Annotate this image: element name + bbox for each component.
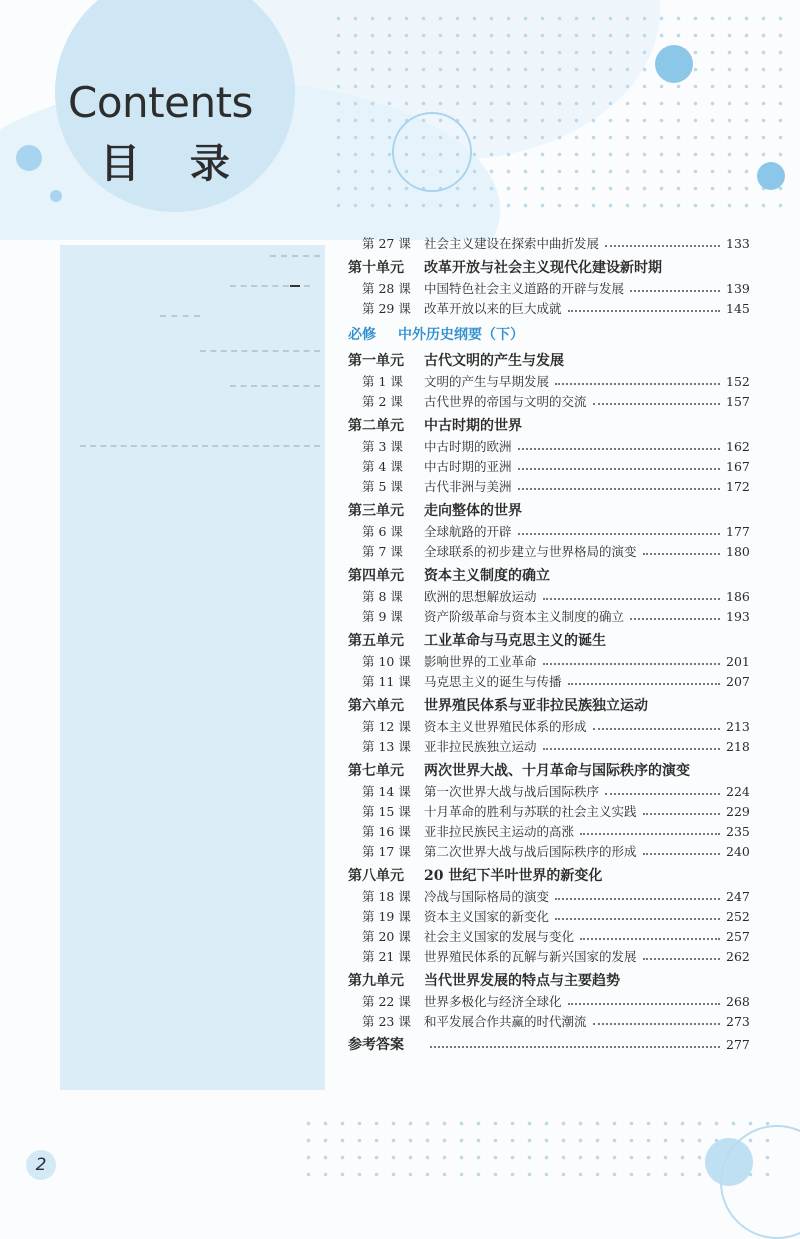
part-title: 中外历史纲要（下） xyxy=(398,327,524,343)
unit-number: 第八单元 xyxy=(348,868,404,884)
contents-title-en: Contents xyxy=(68,78,253,127)
lesson-number: 第 20 课 xyxy=(362,929,411,944)
lesson-page: 257 xyxy=(726,929,750,944)
lesson-title: 资产阶级革命与资本主义制度的确立 xyxy=(424,609,625,624)
leader-dots xyxy=(580,927,720,940)
toc-lesson[interactable] xyxy=(348,652,748,672)
toc-part-heading[interactable] xyxy=(348,323,748,347)
lesson-page: 268 xyxy=(726,994,750,1009)
lesson-number: 第 27 课 xyxy=(362,236,411,251)
lesson-number: 第 28 课 xyxy=(362,281,411,296)
unit-number: 第三单元 xyxy=(348,503,404,519)
lesson-title: 社会主义建设在探索中曲折发展 xyxy=(424,236,600,251)
toc-lesson[interactable] xyxy=(348,907,748,927)
toc-lesson[interactable] xyxy=(348,234,748,254)
lesson-page: 157 xyxy=(726,394,750,409)
lesson-page: 145 xyxy=(726,301,750,316)
part-label: 必修 xyxy=(348,327,376,343)
toc-lesson[interactable] xyxy=(348,947,748,967)
lesson-number: 第 11 课 xyxy=(362,674,411,689)
unit-number: 第十单元 xyxy=(348,260,404,276)
lesson-number: 第 4 课 xyxy=(362,459,403,474)
toc-lesson[interactable] xyxy=(348,842,748,862)
leader-dots xyxy=(518,437,720,450)
unit-title: 20 世纪下半叶世界的新变化 xyxy=(424,868,603,884)
toc-lesson[interactable] xyxy=(348,437,748,457)
lesson-page: 207 xyxy=(726,674,750,689)
leader-dots xyxy=(555,372,720,385)
toc-lesson[interactable] xyxy=(348,737,748,757)
lesson-title: 世界多极化与经济全球化 xyxy=(424,994,562,1009)
leader-dots xyxy=(605,234,720,247)
toc-unit[interactable] xyxy=(348,630,748,652)
toc-lesson[interactable] xyxy=(348,457,748,477)
lesson-number: 第 22 课 xyxy=(362,994,411,1009)
unit-title: 古代文明的产生与发展 xyxy=(424,353,564,369)
unit-title: 当代世界发展的特点与主要趋势 xyxy=(424,973,620,989)
lesson-title: 亚非拉民族民主运动的高涨 xyxy=(424,824,575,839)
lesson-number: 第 15 课 xyxy=(362,804,411,819)
leader-dots xyxy=(643,947,720,960)
lesson-number: 第 19 课 xyxy=(362,909,411,924)
unit-title: 工业革命与马克思主义的诞生 xyxy=(424,633,606,649)
leader-dots xyxy=(630,607,720,620)
leader-dots xyxy=(568,672,720,685)
stray-mark xyxy=(290,285,300,287)
lesson-title: 欧洲的思想解放运动 xyxy=(424,589,537,604)
lesson-title: 古代世界的帝国与文明的交流 xyxy=(424,394,587,409)
left-photo-panel xyxy=(60,245,325,1090)
leader-dots xyxy=(568,299,720,312)
decorative-dot xyxy=(50,190,62,202)
toc-unit[interactable] xyxy=(348,350,748,372)
lesson-number: 第 9 课 xyxy=(362,609,403,624)
lesson-page: 235 xyxy=(726,824,750,839)
toc-lesson[interactable] xyxy=(348,392,748,412)
lesson-title: 第二次世界大战与战后国际秩序的形成 xyxy=(424,844,637,859)
toc-answers[interactable] xyxy=(348,1034,748,1056)
leader-dots xyxy=(593,392,720,405)
bleed-through-handwriting xyxy=(160,315,200,319)
toc-lesson[interactable] xyxy=(348,782,748,802)
table-of-contents xyxy=(348,234,748,1056)
unit-title: 资本主义制度的确立 xyxy=(424,568,550,584)
lesson-title: 亚非拉民族独立运动 xyxy=(424,739,537,754)
leader-dots xyxy=(518,457,720,470)
unit-title: 中古时期的世界 xyxy=(424,418,522,434)
lesson-title: 中国特色社会主义道路的开辟与发展 xyxy=(424,281,625,296)
leader-dots xyxy=(543,737,720,750)
leader-dots xyxy=(543,587,720,600)
lesson-page: 167 xyxy=(726,459,750,474)
leader-dots xyxy=(643,802,720,815)
unit-number: 第四单元 xyxy=(348,568,404,584)
toc-unit[interactable] xyxy=(348,970,748,992)
answers-page: 277 xyxy=(726,1037,750,1052)
bleed-through-handwriting xyxy=(270,255,320,259)
toc-unit[interactable] xyxy=(348,257,748,279)
unit-title: 两次世界大战、十月革命与国际秩序的演变 xyxy=(424,763,690,779)
lesson-page: 229 xyxy=(726,804,750,819)
leader-dots xyxy=(605,782,720,795)
toc-lesson[interactable] xyxy=(348,992,748,1012)
decorative-dot xyxy=(16,145,42,171)
leader-dots xyxy=(643,842,720,855)
lesson-page: 252 xyxy=(726,909,750,924)
leader-dots xyxy=(580,822,720,835)
leader-dots xyxy=(555,887,720,900)
toc-lesson[interactable] xyxy=(348,927,748,947)
lesson-title: 改革开放以来的巨大成就 xyxy=(424,301,562,316)
contents-title-cn: 目 录 xyxy=(100,141,248,187)
bleed-through-handwriting xyxy=(200,350,320,354)
toc-lesson[interactable] xyxy=(348,672,748,692)
answers-title: 参考答案 xyxy=(348,1037,404,1053)
lesson-page: 180 xyxy=(726,544,750,559)
lesson-page: 218 xyxy=(726,739,750,754)
lesson-title: 文明的产生与早期发展 xyxy=(424,374,550,389)
lesson-page: 139 xyxy=(726,281,750,296)
toc-unit[interactable] xyxy=(348,500,748,522)
toc-lesson[interactable] xyxy=(348,1012,748,1032)
toc-lesson[interactable] xyxy=(348,522,748,542)
lesson-number: 第 5 课 xyxy=(362,479,403,494)
lesson-page: 273 xyxy=(726,1014,750,1029)
decorative-dot xyxy=(655,45,693,83)
lesson-page: 224 xyxy=(726,784,750,799)
toc-unit[interactable] xyxy=(348,695,748,717)
lesson-title: 全球联系的初步建立与世界格局的演变 xyxy=(424,544,637,559)
toc-lesson[interactable] xyxy=(348,887,748,907)
bleed-through-handwriting xyxy=(230,385,320,389)
lesson-title: 马克思主义的诞生与传播 xyxy=(424,674,562,689)
lesson-title: 社会主义国家的发展与变化 xyxy=(424,929,575,944)
toc-lesson[interactable] xyxy=(348,542,748,562)
toc-lesson[interactable] xyxy=(348,279,748,299)
leader-dots xyxy=(593,717,720,730)
lesson-number: 第 2 课 xyxy=(362,394,403,409)
lesson-title: 世界殖民体系的瓦解与新兴国家的发展 xyxy=(424,949,637,964)
leader-dots xyxy=(593,1012,720,1025)
lesson-page: 152 xyxy=(726,374,750,389)
toc-lesson[interactable] xyxy=(348,299,748,319)
lesson-title: 影响世界的工业革命 xyxy=(424,654,537,669)
toc-lesson[interactable] xyxy=(348,477,748,497)
lesson-number: 第 8 课 xyxy=(362,589,403,604)
lesson-page: 240 xyxy=(726,844,750,859)
lesson-page: 172 xyxy=(726,479,750,494)
lesson-number: 第 10 课 xyxy=(362,654,411,669)
bleed-through-handwriting xyxy=(80,445,320,449)
lesson-page: 201 xyxy=(726,654,750,669)
unit-number: 第九单元 xyxy=(348,973,404,989)
leader-dots xyxy=(643,542,720,555)
dot-pattern xyxy=(330,10,790,210)
lesson-number: 第 6 课 xyxy=(362,524,403,539)
lesson-title: 中古时期的亚洲 xyxy=(424,459,512,474)
toc-list xyxy=(348,350,748,1032)
unit-title: 改革开放与社会主义现代化建设新时期 xyxy=(424,260,662,276)
leader-dots xyxy=(630,279,720,292)
lesson-number: 第 23 课 xyxy=(362,1014,411,1029)
toc-lesson[interactable] xyxy=(348,717,748,737)
toc-lesson[interactable] xyxy=(348,587,748,607)
lesson-page: 133 xyxy=(726,236,750,251)
lesson-number: 第 13 课 xyxy=(362,739,411,754)
lesson-page: 262 xyxy=(726,949,750,964)
lesson-number: 第 21 课 xyxy=(362,949,411,964)
lesson-number: 第 14 课 xyxy=(362,784,411,799)
lesson-title: 冷战与国际格局的演变 xyxy=(424,889,550,904)
lesson-number: 第 12 课 xyxy=(362,719,411,734)
lesson-title: 第一次世界大战与战后国际秩序 xyxy=(424,784,600,799)
lesson-title: 中古时期的欧洲 xyxy=(424,439,512,454)
lesson-number: 第 3 课 xyxy=(362,439,403,454)
lesson-page: 177 xyxy=(726,524,750,539)
toc-unit[interactable] xyxy=(348,415,748,437)
lesson-title: 资本主义世界殖民体系的形成 xyxy=(424,719,587,734)
lesson-number: 第 17 课 xyxy=(362,844,411,859)
leader-dots xyxy=(518,477,720,490)
lesson-title: 十月革命的胜利与苏联的社会主义实践 xyxy=(424,804,637,819)
lesson-page: 193 xyxy=(726,609,750,624)
toc-unit[interactable] xyxy=(348,565,748,587)
unit-title: 世界殖民体系与亚非拉民族独立运动 xyxy=(424,698,648,714)
lesson-page: 186 xyxy=(726,589,750,604)
leader-dots xyxy=(543,652,720,665)
page-number: 2 xyxy=(26,1150,56,1180)
lesson-number: 第 7 课 xyxy=(362,544,403,559)
unit-title: 走向整体的世界 xyxy=(424,503,522,519)
lesson-number: 第 16 课 xyxy=(362,824,411,839)
unit-number: 第一单元 xyxy=(348,353,404,369)
toc-unit[interactable] xyxy=(348,865,748,887)
decorative-dot xyxy=(757,162,785,190)
unit-number: 第五单元 xyxy=(348,633,404,649)
lesson-page: 162 xyxy=(726,439,750,454)
toc-unit[interactable] xyxy=(348,760,748,782)
unit-number: 第六单元 xyxy=(348,698,404,714)
lesson-number: 第 29 课 xyxy=(362,301,411,316)
lesson-page: 247 xyxy=(726,889,750,904)
decorative-ring xyxy=(392,112,472,192)
lesson-title: 古代非洲与美洲 xyxy=(424,479,512,494)
lesson-title: 和平发展合作共赢的时代潮流 xyxy=(424,1014,587,1029)
toc-lesson[interactable] xyxy=(348,372,748,392)
toc-lesson[interactable] xyxy=(348,802,748,822)
toc-lesson[interactable] xyxy=(348,607,748,627)
lesson-title: 全球航路的开辟 xyxy=(424,524,512,539)
lesson-number: 第 1 课 xyxy=(362,374,403,389)
lesson-page: 213 xyxy=(726,719,750,734)
leader-dots xyxy=(555,907,720,920)
lesson-number: 第 18 课 xyxy=(362,889,411,904)
leader-dots xyxy=(430,1034,720,1048)
unit-number: 第七单元 xyxy=(348,763,404,779)
leader-dots xyxy=(518,522,720,535)
leader-dots xyxy=(568,992,720,1005)
lesson-title: 资本主义国家的新变化 xyxy=(424,909,550,924)
unit-number: 第二单元 xyxy=(348,418,404,434)
toc-lesson[interactable] xyxy=(348,822,748,842)
